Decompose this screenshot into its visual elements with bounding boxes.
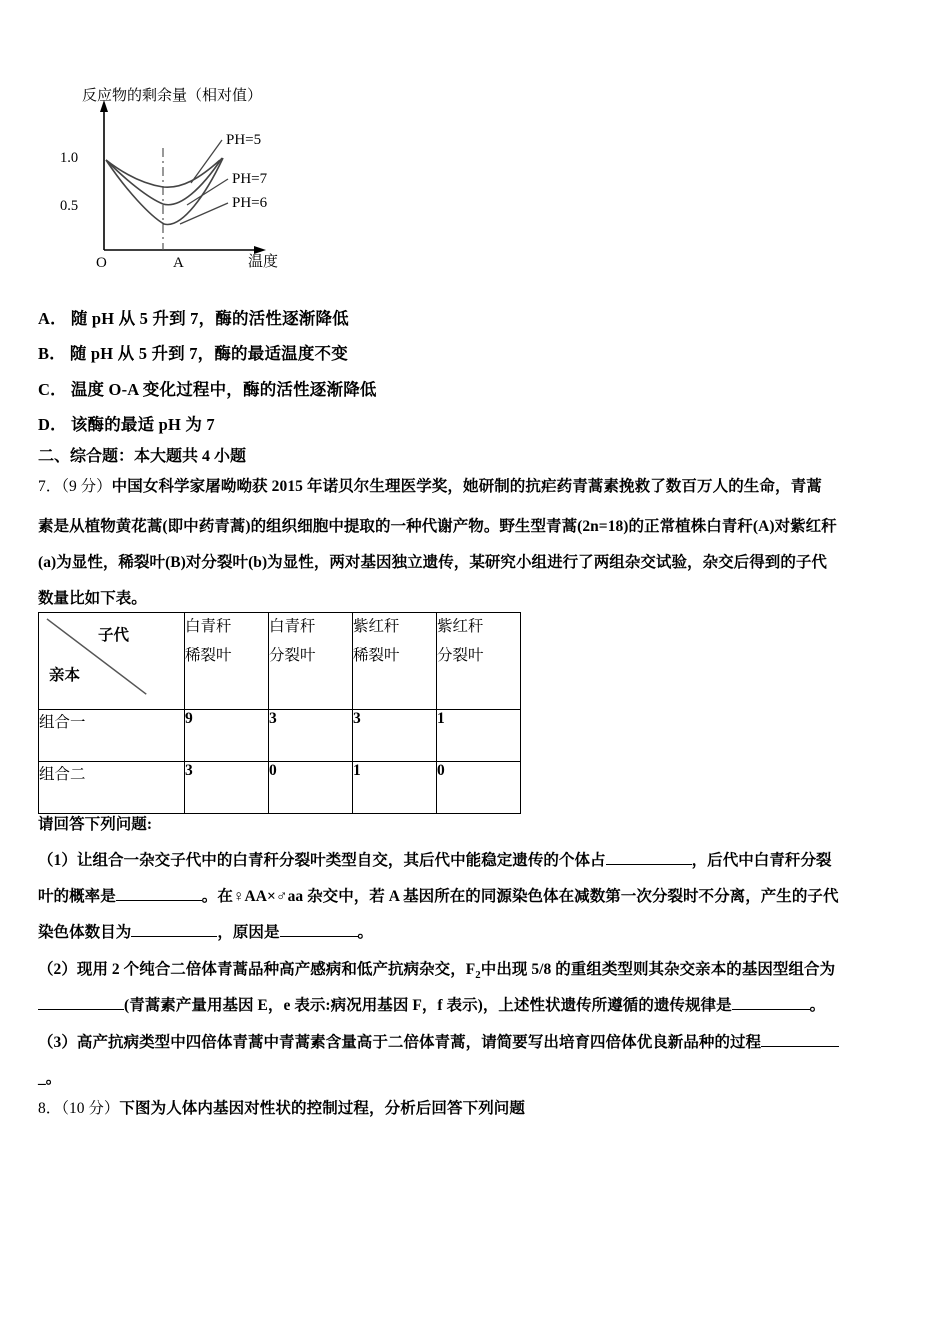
table-row-2-cell-2: 0 — [269, 762, 353, 814]
option-c-text: 温度 O-A 变化过程中，酶的活性逐渐降低 — [70, 380, 377, 399]
table-col-header-1 — [185, 613, 269, 710]
answer-blank-2[interactable] — [116, 900, 202, 901]
subquestion-2-line-1 — [38, 957, 835, 981]
table-row-1-cell-4: 1 — [437, 710, 521, 762]
curve-ph6 — [106, 158, 223, 224]
chart-origin-label: O — [96, 255, 107, 271]
table-row — [39, 710, 521, 762]
table-col-header-3-line2: 稀裂叶 — [353, 646, 400, 664]
table-row-2-cell-1: 3 — [185, 762, 269, 814]
option-d-text: 该酶的最适 pH 为 7 — [70, 415, 215, 434]
chart-marker-label-a: A — [173, 255, 184, 271]
answer-blank-3[interactable] — [131, 936, 217, 937]
option-a-text: 随 pH 从 5 升到 7，酶的活性逐渐降低 — [70, 309, 349, 328]
chart-series-label-ph6: PH=6 — [232, 195, 268, 211]
question-7-line1-text: 中国女科学家屠呦呦获 2015 年诺贝尔生理医学奖，她研制的抗疟药青蒿素挽救了数百万人的生命，青蒿 — [111, 478, 822, 495]
option-b[interactable] — [38, 345, 348, 364]
subquestion-2-text-d: 。 — [809, 997, 826, 1014]
table-row-1-cell-1: 9 — [185, 710, 269, 762]
subquestion-1-text-e: 染色体数目为 — [38, 924, 132, 941]
subquestion-1-line-3 — [38, 920, 373, 942]
option-b-label: B． — [38, 344, 66, 363]
table-col-header-4 — [437, 613, 521, 710]
table-row-2-cell-4: 0 — [437, 762, 521, 814]
subquestion-1-text-a: （1）让组合一杂交子代中的白青秆分裂叶类型自交，其后代中能稳定遗传的个体占 — [38, 852, 606, 869]
enzyme-activity-chart — [60, 88, 400, 283]
answer-blank-7[interactable] — [761, 1046, 839, 1047]
subquestion-3-line-1 — [38, 1030, 839, 1052]
cross-results-table — [38, 612, 521, 814]
option-a-label: A． — [38, 309, 67, 328]
section-heading: 二、综合题：本大题共 4 小题 — [38, 448, 247, 465]
subquestion-1-text-g: 。 — [357, 924, 374, 941]
table-corner-offspring-label: 子代 — [98, 627, 130, 644]
answer-prompt: 请回答下列问题: — [38, 816, 153, 833]
subquestion-2-line-2 — [38, 993, 825, 1015]
table-col-header-2 — [269, 613, 353, 710]
option-c-label: C． — [38, 380, 67, 399]
question-8-line-1 — [38, 1100, 525, 1118]
chart-ytick-1: 1.0 — [60, 150, 79, 166]
chart-y-axis-title: 反应物的剩余量（相对值） — [82, 88, 263, 104]
subquestion-1-line-2 — [38, 884, 839, 906]
option-d-label: D． — [38, 415, 67, 434]
question-7-line-1 — [38, 478, 822, 496]
subquestion-1-line-1 — [38, 848, 832, 870]
table-col-header-3 — [353, 613, 437, 710]
subquestion-1-text-f: ，原因是 — [217, 924, 280, 941]
table-col-header-4-line1: 紫红秆 — [437, 618, 484, 635]
subquestion-2-text-b: 中出现 5/8 的重组类型则其杂交亲本的基因型组合为 — [480, 961, 836, 978]
answer-blank-5[interactable] — [38, 1009, 124, 1010]
table-corner-parent-label: 亲本 — [49, 667, 81, 684]
table-row-2-cell-3: 1 — [353, 762, 437, 814]
table-header-row — [39, 613, 521, 710]
option-b-text: 随 pH 从 5 升到 7，酶的最适温度不变 — [69, 344, 348, 363]
subquestion-2-text-c: (青蒿素产量用基因 E，e 表示:病况用基因 F，f 表示)，上述性状遗传所遵循的遗传规律是 — [124, 997, 732, 1014]
option-d[interactable] — [38, 416, 215, 435]
table-row-2-label: 组合二 — [39, 762, 185, 814]
subquestion-1-text-c: 叶的概率是 — [38, 888, 116, 905]
table-row-1-cell-3: 3 — [353, 710, 437, 762]
chart-x-axis-title: 温度 — [248, 254, 279, 270]
question-8-score: （10 分） — [61, 1100, 120, 1117]
subquestion-2-text-a: （2）现用 2 个纯合二倍体青蒿品种高产感病和低产抗病杂交，F — [38, 961, 476, 978]
table-col-header-2-line1: 白青秆 — [269, 618, 316, 635]
chart-svg — [60, 88, 400, 283]
table-row — [39, 762, 521, 814]
subquestion-3-line-2: _。 — [38, 1070, 62, 1087]
table-col-header-1-line1: 白青秆 — [185, 618, 232, 635]
table-row-1-label: 组合一 — [39, 710, 185, 762]
question-7-line-3: (a)为显性，稀裂叶(B)对分裂叶(b)为显性，两对基因独立遗传，某研究小组进行了两组杂交试验，杂交后得到的子代 — [38, 554, 827, 571]
option-c[interactable] — [38, 381, 377, 400]
question-8-text: 下图为人体内基因对性状的控制过程，分析后回答下列问题 — [119, 1100, 526, 1117]
question-7-line-4: 数量比如下表。 — [38, 590, 147, 607]
option-a[interactable] — [38, 310, 349, 329]
subquestion-2-subscript: 2 — [475, 969, 481, 982]
question-7-score: （9 分） — [61, 478, 112, 495]
table-row-1-cell-2: 3 — [269, 710, 353, 762]
table-col-header-3-line1: 紫红秆 — [353, 618, 400, 635]
x-axis-arrow — [254, 246, 266, 254]
question-8-number: 8． — [38, 1100, 62, 1117]
subquestion-1-text-b: ，后代中白青秆分裂 — [691, 852, 832, 869]
table-corner-cell — [39, 613, 185, 710]
chart-ytick-0.5: 0.5 — [60, 198, 79, 214]
chart-series-label-ph7: PH=7 — [232, 171, 268, 187]
table-col-header-4-line2: 分裂叶 — [437, 646, 484, 664]
table-col-header-1-line2: 稀裂叶 — [185, 646, 232, 664]
chart-series-label-ph5: PH=5 — [226, 132, 262, 148]
answer-blank-6[interactable] — [732, 1009, 810, 1010]
subquestion-3-text-a: （3）高产抗病类型中四倍体青蒿中青蒿素含量高于二倍体青蒿，请简要写出培育四倍体优良新品种的过程 — [38, 1034, 762, 1051]
question-7-number: 7． — [38, 478, 62, 495]
subquestion-1-text-d: 。在♀AA×♂aa 杂交中，若 A 基因所在的同源染色体在减数第一次分裂时不分离，产生的子代 — [201, 888, 839, 905]
table-col-header-2-line2: 分裂叶 — [269, 646, 316, 664]
answer-blank-1[interactable] — [606, 864, 692, 865]
question-7-line-2: 素是从植物黄花蒿(即中药青蒿)的组织细胞中提取的一种代谢产物。野生型青蒿(2n=18)的正常植株白青秆(A)对紫红秆 — [38, 518, 837, 535]
answer-blank-4[interactable] — [280, 936, 358, 937]
